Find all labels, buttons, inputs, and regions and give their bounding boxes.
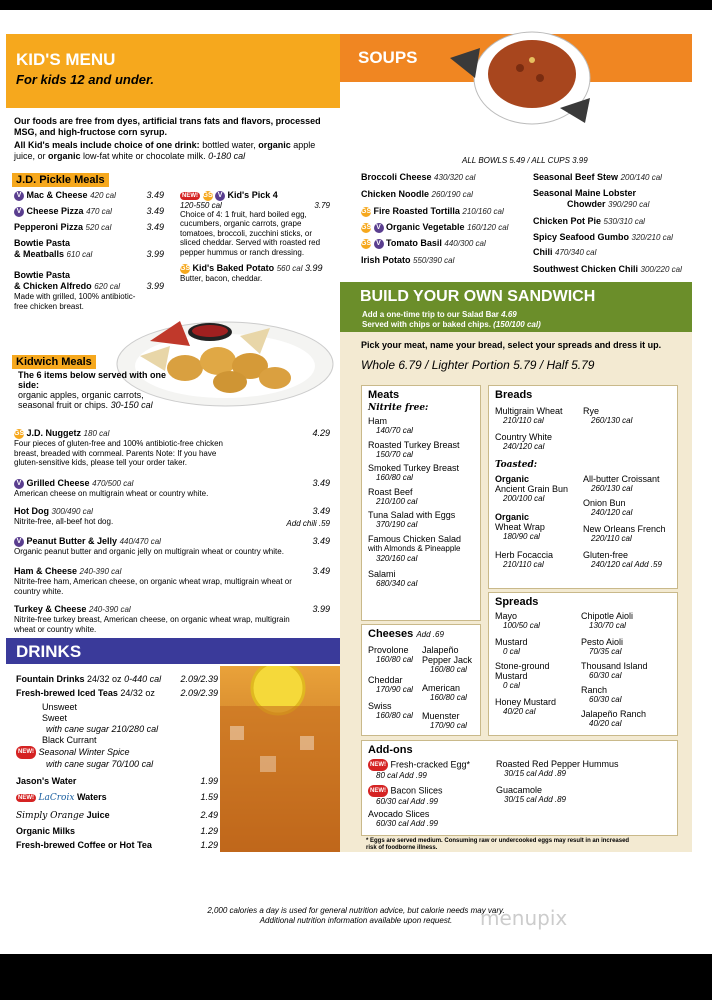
spread-item: Ranch 60/30 cal <box>581 685 622 704</box>
kidwich-item: V Peanut Butter & Jelly 440/470 cal 3.49 Organic peanut butter and organic jelly on multigrain wheat or country white. <box>14 536 330 556</box>
new-badge: NEW! <box>368 785 388 797</box>
toasted-label: Toasted: <box>495 460 538 470</box>
kidwich-item: Hot Dog 300/490 cal 3.49 Nitrite-free, all-beef hot dog. Add chili .59 <box>14 506 330 528</box>
kidwich-item: GS J.D. Nuggetz 180 cal 4.29 Four pieces of gluten-free and 100% antibiotic-free chicken breast, breaded with cornmeal. Parents Note: If you have gluten-sensitive kids, please tell your order taker. <box>14 428 330 467</box>
spread-item: Honey Mustard 40/20 cal <box>495 697 557 716</box>
spread-item: Stone-ground Mustard 0 cal <box>495 661 550 690</box>
gluten-sensitive-icon: GS <box>14 429 25 437</box>
kids-menu-title: KID'S MENU <box>16 50 116 69</box>
vegetarian-icon: V <box>14 191 24 201</box>
meat-item: Smoked Turkey Breast 160/80 cal <box>368 463 460 482</box>
new-badge: NEW! <box>18 794 34 801</box>
vegetarian-icon: V <box>14 537 24 547</box>
pickle-item: Pepperoni Pizza 520 cal 3.49 <box>14 222 164 232</box>
gluten-sensitive-icon: GS <box>361 207 372 215</box>
salad-bar-note: Add a one-time trip to our Salad Bar 4.69 <box>362 310 517 319</box>
cheese-item: Jalapeño Pepper Jack 160/80 cal <box>422 645 473 674</box>
bread-item: Organic Wheat Wrap 180/90 cal <box>495 512 545 541</box>
soup-item: Irish Potato 550/390 cal <box>361 255 455 265</box>
drink-item: Fresh-brewed Coffee or Hot Tea 1.29 <box>16 840 218 850</box>
addon-item: NEW! Fresh-cracked Egg* 80 cal Add .99 <box>370 759 471 780</box>
soup-item: Chicken Pot Pie 530/310 cal <box>533 216 645 226</box>
meats-box: Meats Nitrite free: Ham 140/70 cal Roasted Turkey Breast 150/70 cal Smoked Turkey Breast 160/80 cal Roast Beef 210/100 cal Tuna Salad with Eggs 370/190 cal Famous Chicken Salad with Almonds & Pineapple 320/160 cal Salami 680/340 cal <box>361 385 481 621</box>
soup-item: Seasonal Beef Stew 200/140 cal <box>533 172 662 182</box>
sandwich-banner <box>340 282 692 332</box>
iced-tea-image <box>220 666 340 852</box>
soup-item: GS V Tomato Basil 440/300 cal <box>361 238 486 248</box>
nutrition-footer: 2,000 calories a day is used for general nutrition advice, but calorie needs may vary. Additional nutrition information available upon request. <box>207 906 505 925</box>
addon-item: Guacamole 30/15 cal Add .89 <box>496 785 566 804</box>
new-badge: NEW! <box>16 746 36 759</box>
soup-prices: ALL BOWLS 5.49 / ALL CUPS 3.99 <box>462 156 588 165</box>
kids-intro: Our foods are free from dyes, artificial trans fats and flavors, processed MSG, and high-fructose corn syrup. <box>14 116 321 137</box>
gluten-sensitive-icon: GS <box>361 239 372 247</box>
soup-item: Spicy Seafood Gumbo 320/210 cal <box>533 232 673 242</box>
soup-bowl-image <box>440 28 600 138</box>
addon-item: NEW! Bacon Slices 60/30 cal Add .99 <box>370 785 443 806</box>
chips-note: Served with chips or baked chips. (150/100 cal) <box>362 320 541 329</box>
pickle-item: Bowtie Pasta & Meatballs 610 cal 3.99 <box>14 238 164 259</box>
soups-title: SOUPS <box>358 48 418 67</box>
soup-item: Chili 470/340 cal <box>533 247 597 257</box>
spread-item: Mayo 100/50 cal <box>495 611 540 630</box>
kids-drink-note: All Kid's meals include choice of one drink: bottled water, organic apple juice, or organic low-fat white or chocolate milk. 0-180 cal <box>14 140 316 161</box>
cheese-item: Provolone 160/80 cal <box>368 645 413 664</box>
meat-item: Roast Beef 210/100 cal <box>368 486 418 506</box>
new-badge: NEW! <box>182 192 198 199</box>
soup-item: Broccoli Cheese 430/320 cal <box>361 172 476 182</box>
jd-pickle-meals-heading: J.D. Pickle Meals <box>12 170 109 188</box>
bread-item: Country White 240/120 cal <box>495 432 553 451</box>
menu-page <box>0 10 712 954</box>
vegetarian-icon: V <box>215 191 225 201</box>
soup-item: Chicken Noodle 260/190 cal <box>361 189 473 199</box>
spread-item: Jalapeño Ranch 40/20 cal <box>581 709 647 728</box>
tea-options: Unsweet Sweet with cane sugar 210/280 cal Black Currant NEW! Seasonal Winter Spice with cane sugar 70/100 cal <box>18 702 159 769</box>
meat-item: Ham 140/70 cal <box>368 416 413 435</box>
kids-menu-subtitle: For kids 12 and under. <box>16 72 154 87</box>
addons-box: Add-ons NEW! Fresh-cracked Egg* 80 cal Add .99 Roasted Red Pepper Hummus 30/15 cal Add .89 NEW! Bacon Slices 60/30 cal Add .99 Guacamole 30/15 cal Add .89 Avocado Slices 60/30 cal Add .99 <box>361 740 678 836</box>
bread-item: Gluten-free 240/120 cal Add .59 <box>583 550 662 569</box>
drink-item: Fountain Drinks 24/32 oz 0-440 cal 2.09/2.39 <box>16 674 218 684</box>
kidwich-meals-heading: Kidwich Meals <box>12 352 96 370</box>
drinks-title: DRINKS <box>16 642 82 661</box>
pickle-item: Bowtie Pasta & Chicken Alfredo 620 cal 3.99 Made with grilled, 100% antibiotic-free chicken breast. <box>14 270 164 311</box>
kidwich-intro: The 6 items below served with one side: organic apples, organic carrots, seasonal fruit or chips. 30-150 cal <box>18 370 167 410</box>
kidwich-item: Ham & Cheese 240-390 cal 3.49 Nitrite-free ham, American cheese, on organic wheat wrap, multigrain wheat or country white. <box>14 566 330 596</box>
bread-item: New Orleans French 220/110 cal <box>583 524 666 543</box>
meat-item: Famous Chicken Salad with Almonds & Pineapple 320/160 cal <box>368 533 462 563</box>
new-badge: NEW! <box>368 759 388 771</box>
vegetarian-icon: V <box>14 207 24 217</box>
addon-item: Avocado Slices 60/30 cal Add .99 <box>368 809 438 828</box>
menupix-watermark: menupix <box>480 906 568 930</box>
kids-pick-4: NEW! GS V Kid's Pick 4 120-550 cal 3.79 Choice of 4: 1 fruit, hard boiled egg, cucumbers, organic carrots, grape tomatoes, broccoli, zucchini sticks, or sliced cheddar. Served with roasted red pepper hummus or ranch dressing. GS Kid's Baked Potato 560 cal 3.99 Butter, bacon, cheddar. <box>180 190 330 283</box>
sandwich-title: BUILD YOUR OWN SANDWICH <box>360 288 596 305</box>
sandwich-prices: Whole 6.79 / Lighter Portion 5.79 / Half 5.79 <box>361 358 595 372</box>
meat-item: Tuna Salad with Eggs 370/190 cal <box>368 510 456 529</box>
drinks-banner <box>6 638 340 664</box>
bread-item: Organic Ancient Grain Bun 200/100 cal <box>495 474 569 503</box>
drink-item: Fresh-brewed Iced Teas 24/32 oz 2.09/2.39 <box>16 688 218 698</box>
spread-item: Chipotle Aioli 130/70 cal <box>581 611 634 630</box>
spread-item: Thousand Island 60/30 cal <box>581 661 648 680</box>
kids-menu-banner <box>6 34 340 108</box>
meat-item: Roasted Turkey Breast 150/70 cal <box>368 439 460 459</box>
drink-item: Jason's Water 1.99 <box>16 776 218 786</box>
soup-item: GS V Organic Vegetable 160/120 cal <box>361 222 509 232</box>
drink-item: Organic Milks 1.29 <box>16 826 218 836</box>
egg-footnote: * Eggs are served medium. Consuming raw or undercooked eggs may result in an increased risk of foodborne illness. <box>366 838 630 851</box>
spread-item: Mustard 0 cal <box>495 637 528 656</box>
cheese-item: American 160/80 cal <box>422 683 467 702</box>
lacroix-logo: LaCroix <box>38 793 75 803</box>
cheese-item: Cheddar 170/90 cal <box>368 675 413 694</box>
soup-item: GS Fire Roasted Tortilla 210/160 cal <box>361 206 504 216</box>
spread-item: Pesto Aioli 70/35 cal <box>581 637 624 656</box>
sandwich-instructions: Pick your meat, name your bread, select your spreads and dress it up. <box>361 340 662 350</box>
soup-item: Southwest Chicken Chili 300/220 cal <box>533 264 682 274</box>
cheese-item: Swiss 160/80 cal <box>368 701 413 720</box>
kidwich-item: V Grilled Cheese 470/500 cal 3.49 American cheese on multigrain wheat or country white. <box>14 478 330 498</box>
drink-item: NEW! LaCroix Waters 1.59 <box>18 792 218 803</box>
bread-item: Multigrain Wheat 210/110 cal <box>495 406 563 425</box>
bread-item: Rye 260/130 cal <box>583 406 633 425</box>
bread-item: Onion Bun 240/120 cal <box>583 498 633 517</box>
breads-box: Breads Multigrain Wheat 210/110 cal Rye 260/130 cal Country White 240/120 cal Toasted: Organic Ancient Grain Bun 200/100 cal All-butter Croissant 260/130 cal Onion Bun 240/120 cal Organic Wheat Wrap 180/90 cal New Orleans French 220/110 cal Herb Focaccia 210/110 cal Gluten-free 240/120 cal Add .59 <box>488 385 678 589</box>
kidwich-item: Turkey & Cheese 240-390 cal 3.99 Nitrite-free turkey breast, American cheese, on organic wheat wrap, multigrain wheat or country white. <box>14 604 330 634</box>
spreads-box: Spreads Mayo 100/50 cal Chipotle Aioli 130/70 cal Mustard 0 cal Pesto Aioli 70/35 cal Stone-ground Mustard 0 cal Thousand Island 60/30 cal Ranch 60/30 cal Honey Mustard 40/20 cal Jalapeño Ranch 40/20 cal <box>488 592 678 736</box>
pickle-item: V Cheese Pizza 470 cal 3.49 <box>14 206 164 217</box>
pickle-list <box>14 190 164 320</box>
gluten-sensitive-icon: GS <box>202 191 213 199</box>
gluten-sensitive-icon: GS <box>361 223 372 231</box>
simply-orange-logo: Simply Orange <box>16 811 85 821</box>
vegetarian-icon: V <box>374 239 384 249</box>
soup-item: Seasonal Maine Lobster Chowder 390/290 cal <box>533 188 650 209</box>
cheese-item: Muenster 170/90 cal <box>422 711 467 730</box>
drinks-list <box>16 674 218 854</box>
drink-item: Simply Orange Juice 2.49 <box>16 810 218 821</box>
bread-item: All-butter Croissant 260/130 cal <box>583 474 660 493</box>
vegetarian-icon: V <box>374 223 384 233</box>
bread-item: Herb Focaccia 210/110 cal <box>495 550 554 569</box>
cheeses-box: Cheeses Add .69 Provolone 160/80 cal Jalapeño Pepper Jack 160/80 cal Cheddar 170/90 cal American 160/80 cal Swiss 160/80 cal Muenster 170/90 cal <box>361 624 481 736</box>
pickle-item: V Mac & Cheese 420 cal 3.49 <box>14 190 164 201</box>
meat-item: Salami 680/340 cal <box>368 569 418 588</box>
gluten-sensitive-icon: GS <box>180 264 191 272</box>
vegetarian-icon: V <box>14 479 24 489</box>
addon-item: Roasted Red Pepper Hummus 30/15 cal Add .89 <box>496 759 619 778</box>
